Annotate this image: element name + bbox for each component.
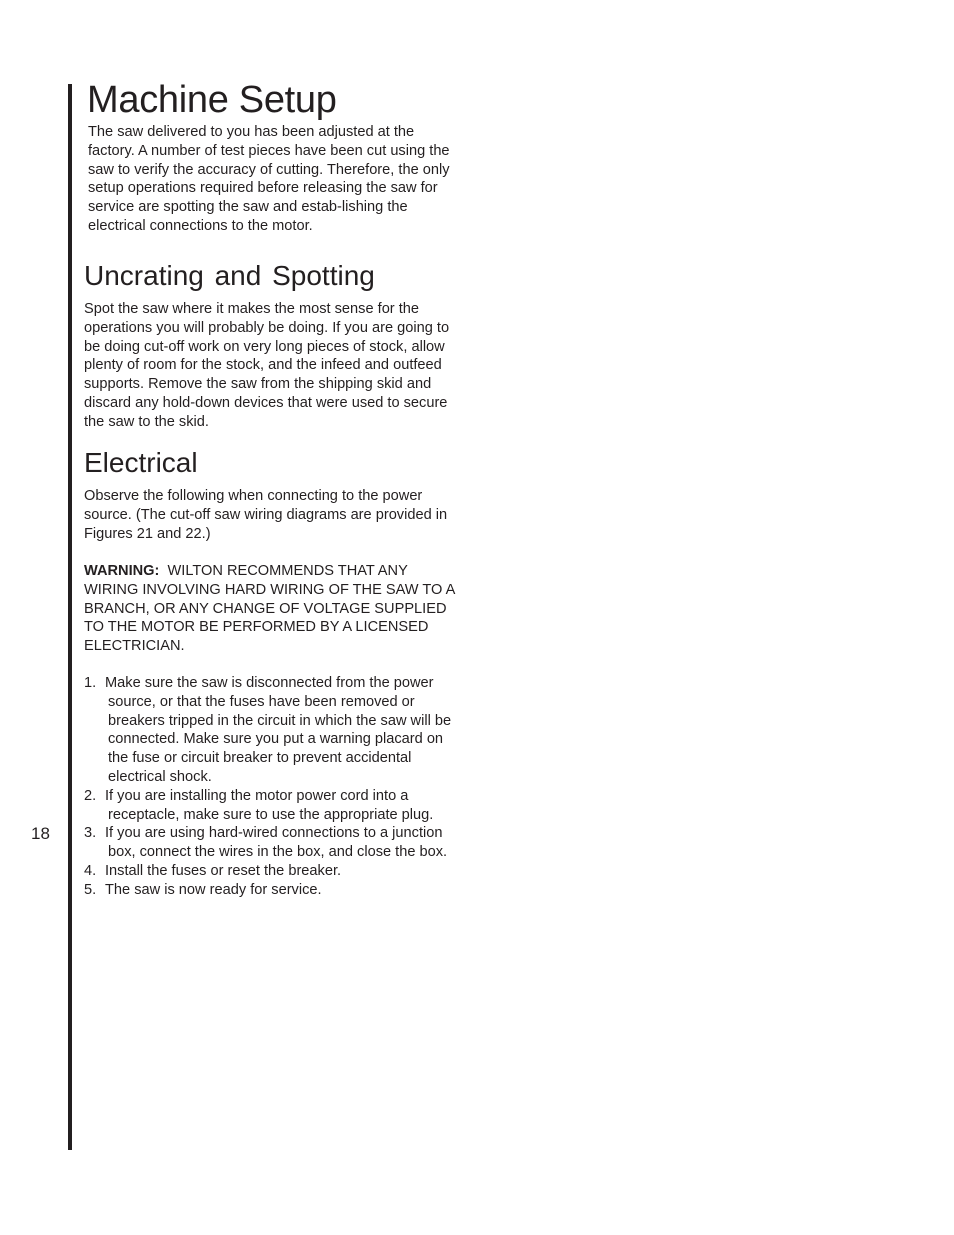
step-text: If you are using hard-wired connections to a junction box, connect the wires in the box, and close the box. [105,825,448,861]
step-number: 2. [84,787,97,804]
uncrating-heading: Uncrating and Spotting [84,260,375,291]
uncrating-paragraph: Spot the saw where it makes the most sense for the operations you will probably be doing. If you are going to be doing cut-off work on very long pieces of stock, allow plenty of room for the stock, and the infeed and outfeed supports. Remove the saw from the shipping skid and discard any hold-down devices that were used to secure the saw to the skid. [84,301,450,430]
page-title: Machine Setup [87,79,337,121]
list-item [84,824,456,862]
list-item [84,862,456,881]
margin-rule [68,84,72,1150]
electrical-paragraph: Observe the following when connecting to the power source. (The cut-off saw wiring diagrams are provided in Figures 21 and 22.) [84,488,448,542]
step-number: 1. [84,675,97,691]
list-item [84,787,456,825]
warning-text: WILTON RECOMMENDS THAT ANY WIRING INVOLVING HARD WIRING OF THE SAW TO A BRANCH, OR ANY CHANGE OF VOLTAGE SUPPLIED TO THE MOTOR BE PERFORMED BY A LICENSED ELECTRICIAN. [84,563,455,655]
setup-steps-list [84,674,456,900]
intro-paragraph: The saw delivered to you has been adjusted at the factory. A number of test pieces have been cut using the saw to verify the accuracy of cutting. Therefore, the only setup operations required before releasing the saw for service are spotting the saw and estab-lishing the electrical connections to the motor. [88,124,450,234]
warning-paragraph [84,562,456,656]
step-number: 3. [84,825,97,842]
electrical-heading: Electrical [84,447,198,478]
step-number: 5. [84,881,97,898]
step-text: The saw is now ready for service. [105,881,322,898]
step-text: Make sure the saw is disconnected from the power source, or that the fuses have been removed or breakers tripped in the circuit in which the saw will be connected. Make sure you put a warning placard on the fuse or circuit breaker to prevent accidental electrical shock. [105,675,452,785]
list-item [84,674,456,787]
step-text: Install the fuses or reset the breaker. [105,862,342,879]
step-number: 4. [84,862,97,879]
step-text: If you are installing the motor power cord into a receptacle, make sure to use the appropriate plug. [105,787,434,823]
page-number: 18 [31,824,50,843]
warning-label: WARNING: [84,563,160,579]
list-item [84,881,456,900]
